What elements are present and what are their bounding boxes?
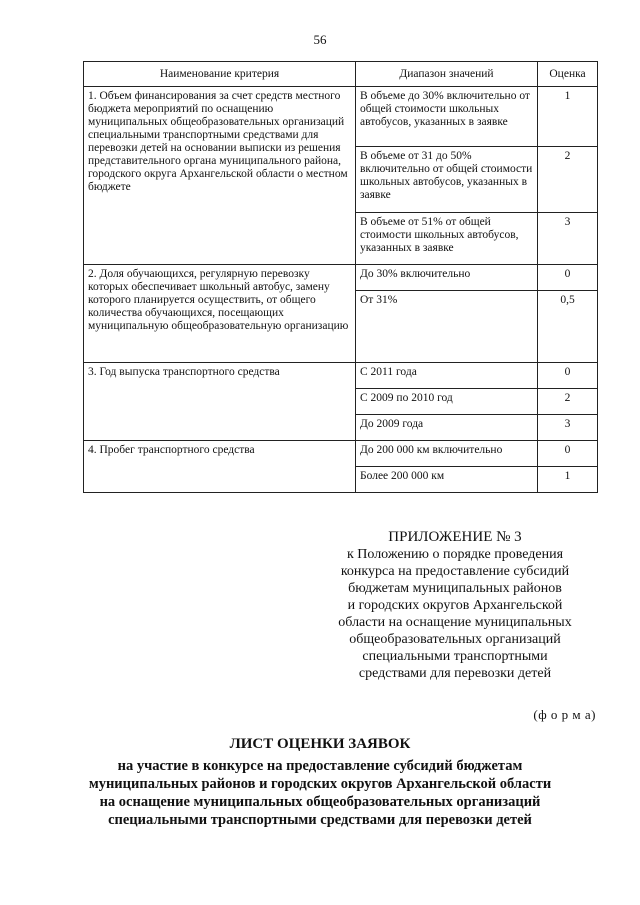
- appendix-line: бюджетам муниципальных районов: [348, 581, 562, 596]
- table-row: [84, 441, 598, 467]
- sheet-subtitle-line: на оснащение муниципальных общеобразовательных организаций: [99, 794, 541, 810]
- score: 2: [538, 389, 598, 415]
- score: 2: [538, 147, 598, 213]
- score: 0: [538, 441, 598, 467]
- appendix-line: конкурса на предоставление субсидий: [340, 564, 570, 579]
- value-range: С 2009 по 2010 год: [356, 389, 538, 415]
- sheet-subtitle: [70, 757, 570, 829]
- header-criterion-name: Наименование критерия: [84, 62, 356, 87]
- value-range: С 2011 года: [356, 363, 538, 389]
- table-row: [84, 265, 598, 291]
- value-range: До 30% включительно: [356, 265, 538, 291]
- score: 0: [538, 265, 598, 291]
- appendix-title: ПРИЛОЖЕНИЕ № 3: [388, 529, 522, 545]
- header-value-range: Диапазон значений: [356, 62, 538, 87]
- criterion-name: 3. Год выпуска транспортного средства: [84, 363, 356, 441]
- value-range: До 2009 года: [356, 415, 538, 441]
- score: 1: [538, 87, 598, 147]
- score: 1: [538, 467, 598, 493]
- criterion-name: 1. Объем финансирования за счет средств местного бюджета мероприятий по оснащению муниципальных общеобразовательных организаций специальными транспортными средствами для перевозки детей на основании выписки из решения представительного органа муниципального района, городского округа Архангельской области о местном бюджете: [84, 87, 356, 265]
- score: 0: [538, 363, 598, 389]
- criteria-table: [83, 61, 598, 493]
- table-row: [84, 363, 598, 389]
- sheet-subtitle-line: специальными транспортными средствами для перевозки детей: [108, 812, 532, 828]
- sheet-subtitle-line: на участие в конкурсе на предоставление субсидий бюджетам: [117, 758, 523, 774]
- value-range: От 31%: [356, 291, 538, 363]
- criterion-name: 2. Доля обучающихся, регулярную перевозку которых обеспечивает школьный автобус, замену которого планируется осуществить, от общего количества обучающихся, посещающих муниципальную общеобразовательную организацию: [84, 265, 356, 363]
- score: 3: [538, 415, 598, 441]
- value-range: В объеме от 31 до 50% включительно от общей стоимости школьных автобусов, указанных в заявке: [356, 147, 538, 213]
- appendix-line: общеобразовательных организаций: [349, 632, 561, 647]
- header-score: Оценка: [538, 62, 598, 87]
- value-range: В объеме от 51% от общей стоимости школьных автобусов, указанных в заявке: [356, 213, 538, 265]
- page-number: 56: [313, 32, 327, 47]
- table-row: [84, 87, 598, 147]
- sheet-subtitle-line: муниципальных районов и городских округов Архангельской области: [88, 776, 552, 792]
- form-note: (ф о р м а): [533, 707, 596, 722]
- criterion-name: 4. Пробег транспортного средства: [84, 441, 356, 493]
- sheet-title: ЛИСТ ОЦЕНКИ ЗАЯВОК: [229, 736, 411, 752]
- appendix-line: к Положению о порядке проведения: [346, 547, 564, 562]
- appendix-block: [300, 529, 610, 682]
- value-range: В объеме до 30% включительно от общей стоимости школьных автобусов, указанных в заявке: [356, 87, 538, 147]
- value-range: До 200 000 км включительно: [356, 441, 538, 467]
- score: 3: [538, 213, 598, 265]
- value-range: Более 200 000 км: [356, 467, 538, 493]
- appendix-line: и городских округов Архангельской: [347, 598, 563, 613]
- score: 0,5: [538, 291, 598, 363]
- table-header-row: [84, 62, 598, 87]
- appendix-line: области на оснащение муниципальных: [338, 615, 572, 630]
- appendix-line: специальными транспортными: [362, 649, 548, 664]
- appendix-line: средствами для перевозки детей: [358, 666, 552, 681]
